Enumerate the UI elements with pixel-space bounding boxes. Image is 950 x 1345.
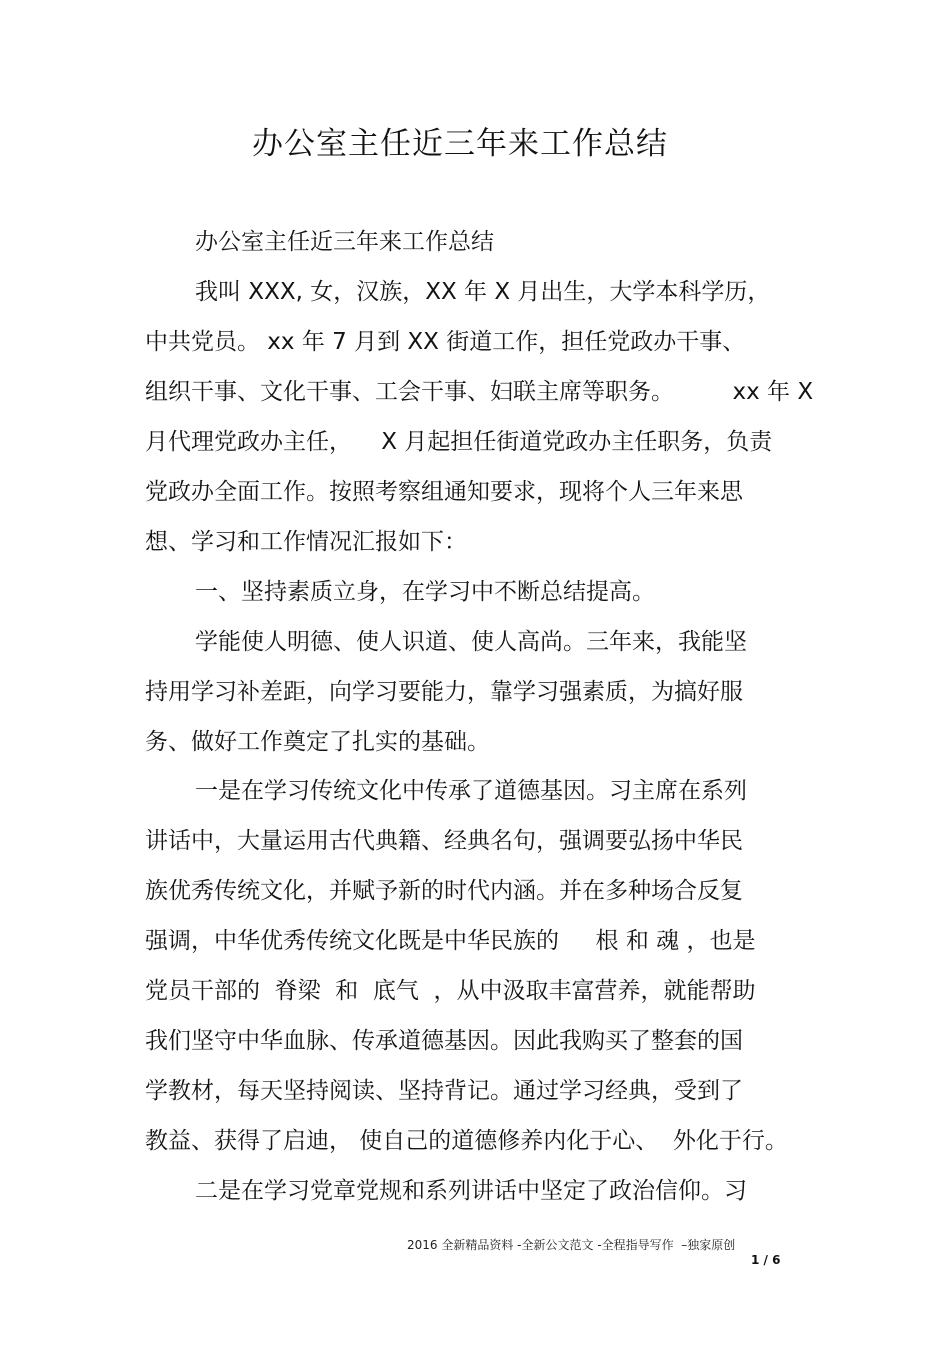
text-line: 月代理党政办主任， X 月起担任街道党政办主任职务，负责 — [145, 429, 773, 455]
text-line: 讲话中，大量运用古代典籍、经典名句，强调要弘扬中华民 — [145, 828, 743, 854]
text-line: 务、做好工作奠定了扎实的基础。 — [145, 729, 490, 755]
footer-tagline: 2016 全新精品资料 -全新公文范文 -全程指导写作 –独家原创 — [407, 1238, 736, 1252]
text-line: 教益、获得了启迪， 使自己的道德修养内化于心、 外化于行。 — [145, 1128, 788, 1154]
text-line: 学教材，每天坚持阅读、坚持背记。通过学习经典，受到了 — [145, 1078, 743, 1104]
text-line: 学能使人明德、使人识道、使人高尚。三年来，我能坚 — [195, 629, 747, 655]
text-line: 组织干事、文化干事、工会干事、妇联主席等职务。 xx 年 X — [145, 379, 814, 405]
text-line: 二是在学习党章党规和系列讲话中坚定了政治信仰。习 — [195, 1178, 747, 1204]
text-line: 我叫 XXX, 女，汉族，XX 年 X 月出生，大学本科学历， — [195, 279, 771, 305]
text-line: 一是在学习传统文化中传承了道德基因。习主席在系列 — [195, 778, 747, 804]
text-line: 想、学习和工作情况汇报如下： — [145, 529, 467, 555]
document-title: 办公室主任近三年来工作总结 — [252, 126, 668, 162]
text-line: 族优秀传统文化，并赋予新的时代内涵。并在多种场合反复 — [145, 878, 743, 904]
text-line: 中共党员。 xx 年 7 月到 XX 街道工作，担任党政办干事、 — [145, 329, 746, 355]
text-line: 我们坚守中华血脉、传承道德基因。因此我购买了整套的国 — [145, 1028, 743, 1054]
text-line: 党政办全面工作。按照考察组通知要求，现将个人三年来思 — [145, 479, 743, 505]
text-line: 强调，中华优秀传统文化既是中华民族的 根 和 魂 ，也是 — [145, 928, 756, 954]
page-number: 1 / 6 — [751, 1253, 781, 1267]
text-line: 持用学习补差距，向学习要能力，靠学习强素质，为搞好服 — [145, 679, 743, 705]
text-line: 党员干部的 脊梁 和 底气 ，从中汲取丰富营养，就能帮助 — [145, 978, 756, 1004]
section-heading: 一、坚持素质立身，在学习中不断总结提高。 — [195, 579, 655, 605]
text-line: 办公室主任近三年来工作总结 — [195, 229, 494, 255]
